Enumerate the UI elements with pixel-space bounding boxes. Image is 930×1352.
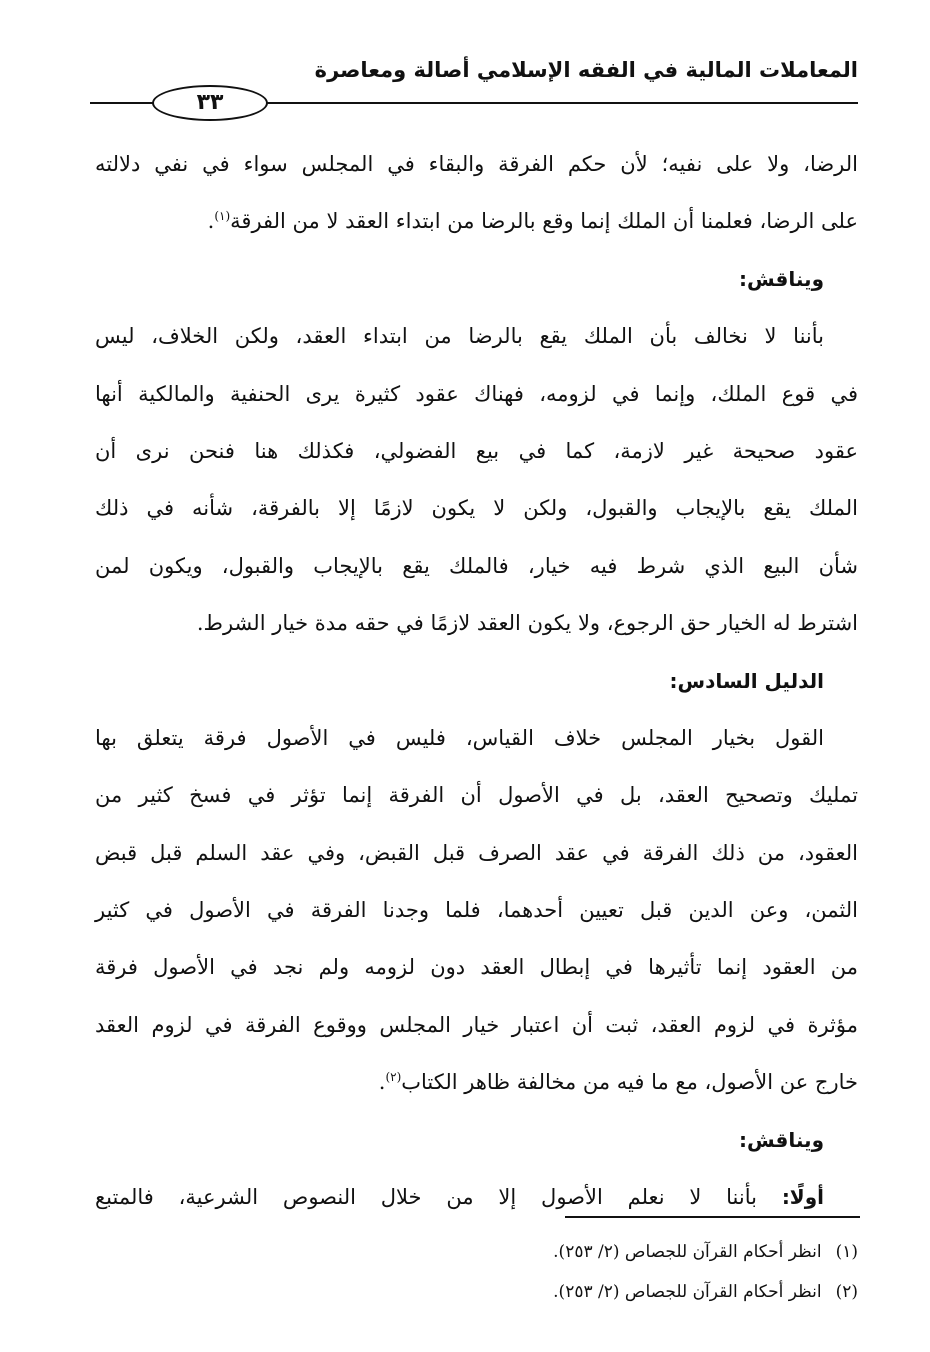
page-header — [90, 58, 858, 128]
body-text — [95, 136, 858, 1226]
text-line: بأننا لا نخالف بأن الملك يقع بالرضا من ابتداء العقد، ولكن الخلاف، ليس — [95, 324, 824, 349]
section-heading: ويناقش: — [739, 1127, 824, 1152]
text-line: العقود، من ذلك الفرقة في عقد الصرف قبل القبض، وفي عقد السلم قبل قبض — [95, 840, 858, 865]
text-line: الملك يقع بالإيجاب والقبول، ولكن لا يكون لازمًا إلا بالفرقة، شأنه في ذلك — [95, 496, 858, 521]
footnote: (١)انظر أحكام القرآن للجصاص (٢/ ٢٥٣). — [358, 1232, 858, 1272]
text-line: مؤثرة في لزوم العقد، ثبت أن اعتبار خيار المجلس ووقوع الفرقة في لزوم العقد — [95, 1012, 858, 1037]
footnote-ref: (٢) — [385, 1070, 402, 1085]
text-line: القول بخيار المجلس خلاف القياس، فليس في الأصول فرقة يتعلق بها — [95, 725, 824, 750]
text-line: الرضا، ولا على نفيه؛ لأن حكم الفرقة والبقاء في المجلس سواء في نفي دلالته — [95, 152, 858, 176]
section-heading: الدليل السادس: — [669, 668, 824, 693]
page-number: ٣٣ — [152, 85, 268, 121]
footnote-number: (٢) — [835, 1282, 858, 1302]
footnotes — [358, 1232, 858, 1312]
text-line: شأن البيع الذي شرط فيه خيار، فالملك يقع بالإيجاب والقبول، ويكون لمن — [95, 553, 858, 578]
text-line: من العقود إنما تأثيرها في إبطال العقد دون لزومه ولم نجد في الأصول فرقة — [95, 955, 858, 980]
text-line: على الرضا، فعلمنا أن الملك إنما وقع بالرضا من ابتداء العقد لا من الفرقة$^{(١)}$. — [207, 209, 858, 234]
point-label: أولًا: — [781, 1185, 824, 1210]
text-line: خارج عن الأصول، مع ما فيه من مخالفة ظاهر الكتاب$^{(٢)}$. — [378, 1070, 858, 1095]
running-title: المعاملات المالية في الفقه الإسلامي أصالة ومعاصرة — [314, 58, 858, 82]
section-heading: ويناقش: — [739, 266, 824, 291]
footnote: (٢)انظر أحكام القرآن للجصاص (٢/ ٢٥٣). — [358, 1272, 858, 1312]
text-line: أولًا: بأننا لا نعلم الأصول إلا من خلال النصوص الشرعية، فالمتبع — [95, 1185, 824, 1210]
text-line: الثمن، وعن الدين قبل تعيين أحدهما، فلما وجدنا الفرقة في الأصول في كثير — [95, 898, 858, 923]
footnote-ref: (١) — [214, 209, 231, 224]
text-line: عقود صحيحة غير لازمة، كما في بيع الفضولي، فكذلك هنا فنحن نرى أن — [95, 438, 858, 463]
text-line: اشترط له الخيار حق الرجوع، ولا يكون العقد لازمًا في حقه مدة خيار الشرط. — [196, 611, 858, 636]
text-line: تمليك وتصحيح العقد، بل في الأصول أن الفرقة إنما تؤثر في فسخ كثير من — [95, 783, 858, 808]
footnote-rule — [565, 1216, 860, 1218]
footnote-number: (١) — [835, 1242, 858, 1262]
text-line: في قوع الملك، وإنما في لزومه، فهناك عقود كثيرة يرى الحنفية والمالكية أنها — [95, 381, 858, 406]
